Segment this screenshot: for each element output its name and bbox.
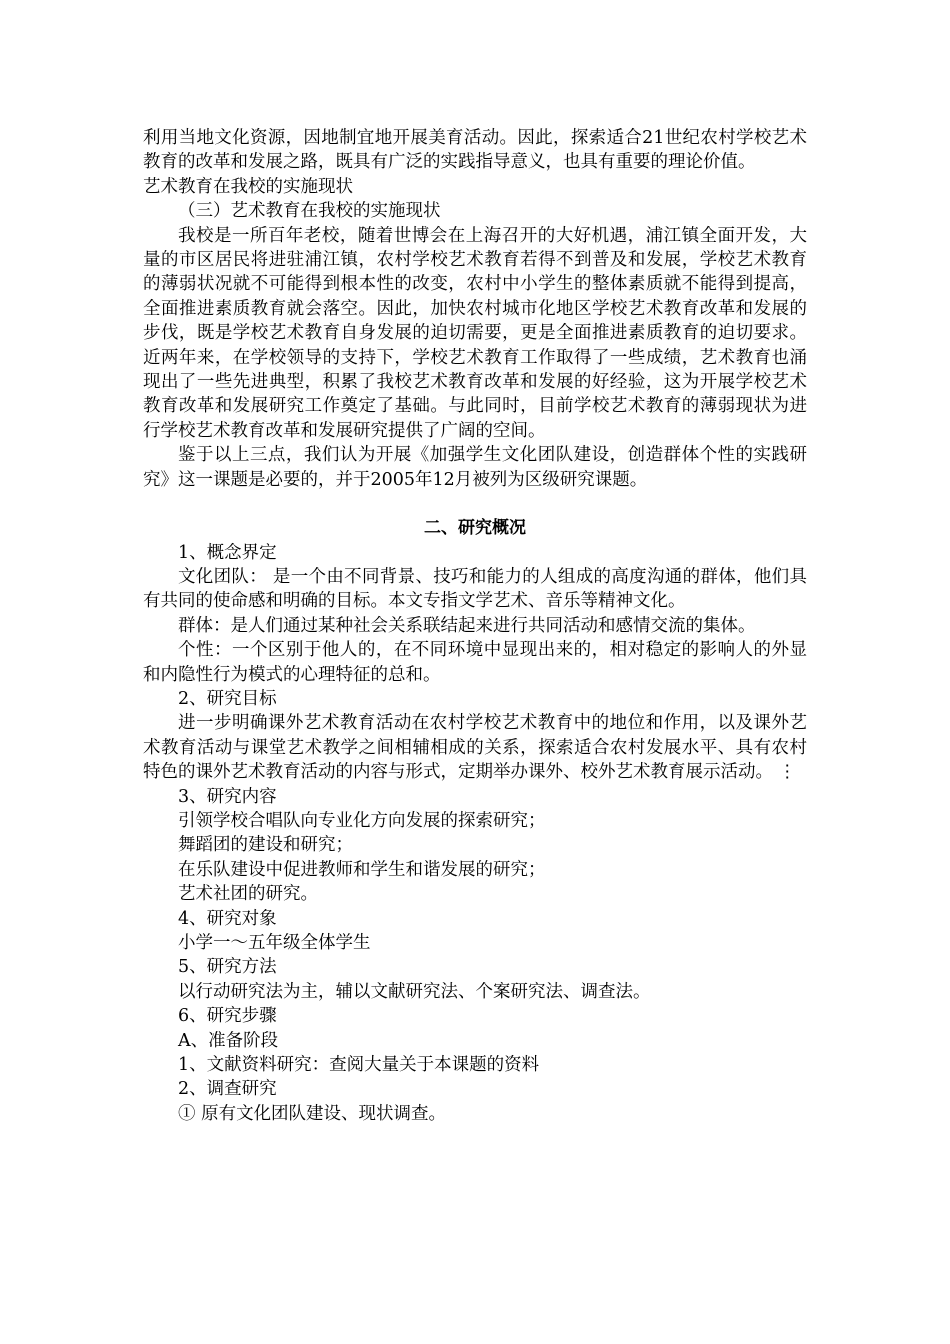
- paragraph-intro: 利用当地文化资源，因地制宜地开展美育活动。因此，探索适合21世纪农村学校艺术教育的改革和发展之路，既具有广泛的实践指导意义，也具有重要的理论价值。: [143, 128, 807, 173]
- paragraph-school-status: 我校是一所百年老校，随着世博会在上海召开的大好机遇，浦江镇全面开发，大量的市区居民将进驻浦江镇，农村学校艺术教育若得不到普及和发展，学校艺术教育的薄弱状况就不可能得到根本性的改变，农村中小学生的整体素质就不能得到提高，全面推进素质教育就会落空。因此，加快农村城市化地区学校艺术教育改革和发展的步伐，既是学校艺术教育自身发展的迫切需要，更是全面推进素质教育的迫切要求。近两年来，在学校领导的支持下，学校艺术教育工作取得了一些成绩，艺术教育也涌现出了一些先进典型，积累了我校艺术教育改革和发展的好经验，这为开展学校艺术教育改革和发展研究工作奠定了基础。与此同时，目前学校艺术教育的薄弱现状为进行学校艺术教育改革和发展研究提供了广阔的空间。: [143, 225, 807, 441]
- step-literature: 1、文献资料研究：查阅大量关于本课题的资料: [178, 1055, 540, 1076]
- definition-cultural-team: 文化团队： 是一个由不同背景、技巧和能力的人组成的高度沟通的群体，他们具有共同的使命感和明确的目标。本文专指文学艺术、音乐等精神文化。: [143, 566, 807, 612]
- subsection-concept: 1、概念界定: [178, 542, 277, 563]
- stage-a-heading: A、准备阶段: [178, 1030, 279, 1051]
- subsection-heading-3: （三）艺术教育在我校的实施现状: [178, 201, 441, 222]
- content-item: 艺术社团的研究。: [178, 884, 318, 905]
- step-survey: 2、调查研究: [178, 1079, 277, 1100]
- definition-personality: 个性：一个区别于他人的，在不同环境中显现出来的，相对稳定的影响人的外显和内隐性行为模式的心理特征的总和。: [143, 640, 807, 685]
- plain-heading: 艺术教育在我校的实施现状: [143, 176, 353, 197]
- subsection-method: 5、研究方法: [178, 957, 277, 978]
- subsection-goal: 2、研究目标: [178, 688, 277, 709]
- section-title-research-overview: 二、研究概况: [424, 518, 526, 539]
- paragraph-conclusion: 鉴于以上三点，我们认为开展《加强学生文化团队建设，创造群体个性的实践研究》这一课题是必要的，并于2005年12月被列为区级研究课题。: [143, 445, 807, 490]
- paragraph-method: 以行动研究法为主，辅以文献研究法、个案研究法、调查法。: [178, 981, 651, 1002]
- content-item: 引领学校合唱队向专业化方向发展的探索研究；: [178, 810, 546, 831]
- content-item: 在乐队建设中促进教师和学生和谐发展的研究；: [178, 859, 546, 880]
- document-page: [143, 126, 807, 1126]
- paragraph-goal: 进一步明确课外艺术教育活动在农村学校艺术教育中的地位和作用，以及课外艺术教育活动与课堂艺术教学之间相辅相成的关系，探索适合农村发展水平、具有农村特色的课外艺术教育活动的内容与形式，定期举办课外、校外艺术教育展示活动。 ⋮: [143, 713, 807, 783]
- subsection-steps: 6、研究步骤: [178, 1006, 277, 1027]
- definition-group: 群体：是人们通过某种社会关系联结起来进行共同活动和感情交流的集体。: [178, 615, 756, 636]
- paragraph-target: 小学一～五年级全体学生: [178, 933, 371, 953]
- content-item: 舞蹈团的建设和研究；: [178, 835, 353, 856]
- step-survey-item: ① 原有文化团队建设、现状调查。: [178, 1103, 447, 1124]
- subsection-content: 3、研究内容: [178, 786, 277, 807]
- subsection-target: 4、研究对象: [178, 908, 277, 929]
